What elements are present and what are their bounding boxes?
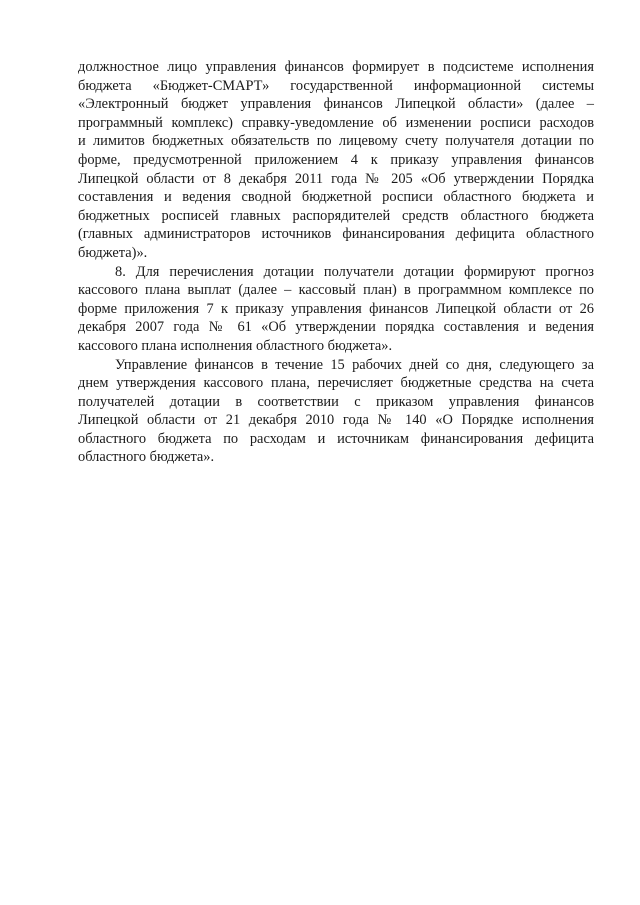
paragraph-2	[78, 263, 594, 356]
text-line: бюджета)».	[78, 244, 148, 261]
text-line: Липецкой области от 21 декабря 2010 года № 140 «О Порядке исполнения	[78, 412, 594, 429]
text-line: бюджетных росписей главных распорядителей средств областного бюджета	[78, 207, 594, 224]
text-line: (главных администраторов источников финансирования дефицита областного	[78, 226, 594, 243]
text-line: областного бюджета».	[78, 449, 215, 466]
text-line: программный комплекс) справку-уведомление об изменении росписи расходов	[78, 114, 594, 131]
paragraph-1	[78, 58, 594, 263]
text-line: «Электронный бюджет управления финансов Липецкой области» (далее –	[78, 96, 594, 113]
text-line: бюджета «Бюджет-СМАРТ» государственной информационной системы	[78, 77, 594, 94]
text-line: и лимитов бюджетных обязательств по лицевому счету получателя дотации по	[78, 133, 594, 150]
document-page	[78, 58, 594, 467]
text-line: кассового плана исполнения областного бюджета».	[78, 337, 393, 354]
text-line: форме приложения 7 к приказу управления финансов Липецкой области от 26	[78, 300, 594, 317]
text-line: 8. Для перечисления дотации получатели дотации формируют прогноз	[115, 263, 594, 280]
text-line: днем утверждения кассового плана, перечисляет бюджетные средства на счета	[78, 375, 594, 392]
paragraph-3	[78, 356, 594, 468]
text-line: кассового плана выплат (далее – кассовый план) в программном комплексе по	[78, 282, 594, 299]
text-line: составления и ведения сводной бюджетной росписи областного бюджета и	[78, 189, 594, 206]
text-line: областного бюджета по расходам и источникам финансирования дефицита	[78, 430, 594, 447]
text-line: форме, предусмотренной приложением 4 к приказу управления финансов	[78, 151, 594, 168]
text-line: декабря 2007 года № 61 «Об утверждении порядка составления и ведения	[78, 319, 594, 336]
text-line: Управление финансов в течение 15 рабочих дней со дня, следующего за	[115, 356, 594, 373]
text-line: получателей дотации в соответствии с приказом управления финансов	[78, 393, 594, 410]
text-line: Липецкой области от 8 декабря 2011 года № 205 «Об утверждении Порядка	[78, 170, 594, 187]
text-line: должностное лицо управления финансов формирует в подсистеме исполнения	[78, 59, 594, 75]
